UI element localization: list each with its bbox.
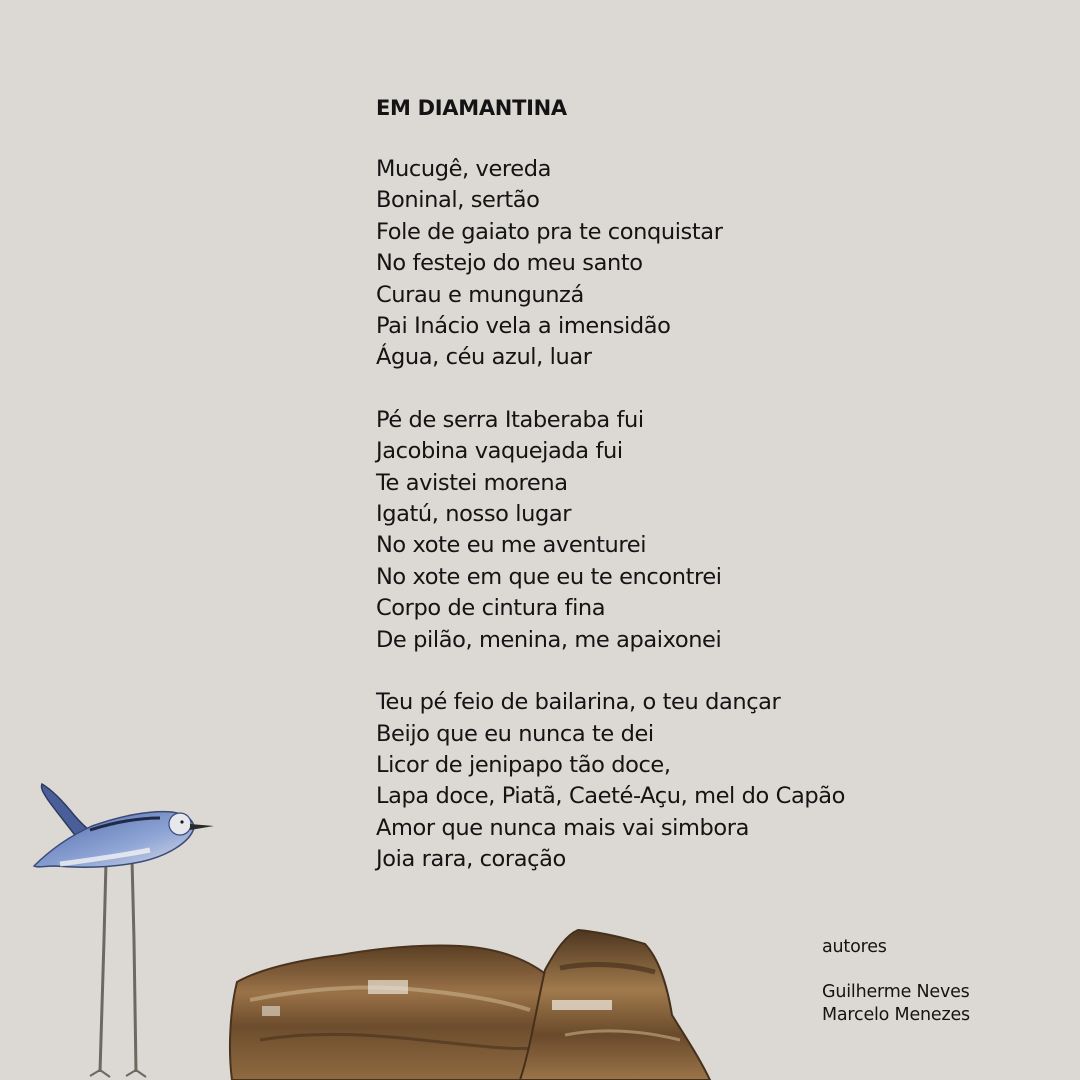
verse-line: Beijo que eu nunca te dei bbox=[376, 720, 654, 747]
credits bbox=[822, 936, 970, 1027]
verse-line: Te avistei morena bbox=[376, 469, 568, 496]
verse-line: Boninal, sertão bbox=[376, 187, 540, 214]
verse-line: Mucugê, vereda bbox=[376, 156, 551, 182]
verse-line: Pai Inácio vela a imensidão bbox=[376, 313, 671, 340]
verse-line: Lapa doce, Piatã, Caeté-Açu, mel do Capão bbox=[376, 783, 845, 810]
author-name: Marcelo Menezes bbox=[822, 1005, 970, 1025]
verse-line: Água, céu azul, luar bbox=[376, 344, 592, 371]
verse-line: Pé de serra Itaberaba fui bbox=[376, 406, 644, 433]
verse-line: Amor que nunca mais vai simbora bbox=[376, 814, 750, 841]
verse-line: Teu pé feio de bailarina, o teu dançar bbox=[376, 689, 781, 716]
verse-line: Fole de gaiato pra te conquistar bbox=[376, 218, 723, 245]
verse-line: Curau e mungunzá bbox=[376, 281, 584, 308]
poem bbox=[376, 92, 996, 907]
verse-line: Joia rara, coração bbox=[376, 846, 566, 873]
rocks-icon bbox=[230, 930, 710, 1080]
stanza bbox=[376, 154, 996, 374]
verse-line: No festejo do meu santo bbox=[376, 250, 643, 277]
poem-title: EM DIAMANTINA bbox=[376, 96, 567, 120]
verse-line: Igatú, nosso lugar bbox=[376, 501, 572, 528]
verse-line: Corpo de cintura fina bbox=[376, 595, 606, 622]
bird-icon bbox=[34, 784, 214, 1077]
stanza bbox=[376, 687, 996, 875]
verse-line: Licor de jenipapo tão doce, bbox=[376, 751, 671, 778]
verse-line: De pilão, menina, me apaixonei bbox=[376, 626, 722, 653]
credits-label: autores bbox=[822, 937, 887, 957]
stanza bbox=[376, 405, 996, 656]
verse-line: Jacobina vaquejada fui bbox=[376, 438, 623, 465]
verse-line: No xote eu me aventurei bbox=[376, 532, 647, 559]
verse-line: No xote em que eu te encontrei bbox=[376, 563, 722, 590]
author-name: Guilherme Neves bbox=[822, 982, 970, 1002]
